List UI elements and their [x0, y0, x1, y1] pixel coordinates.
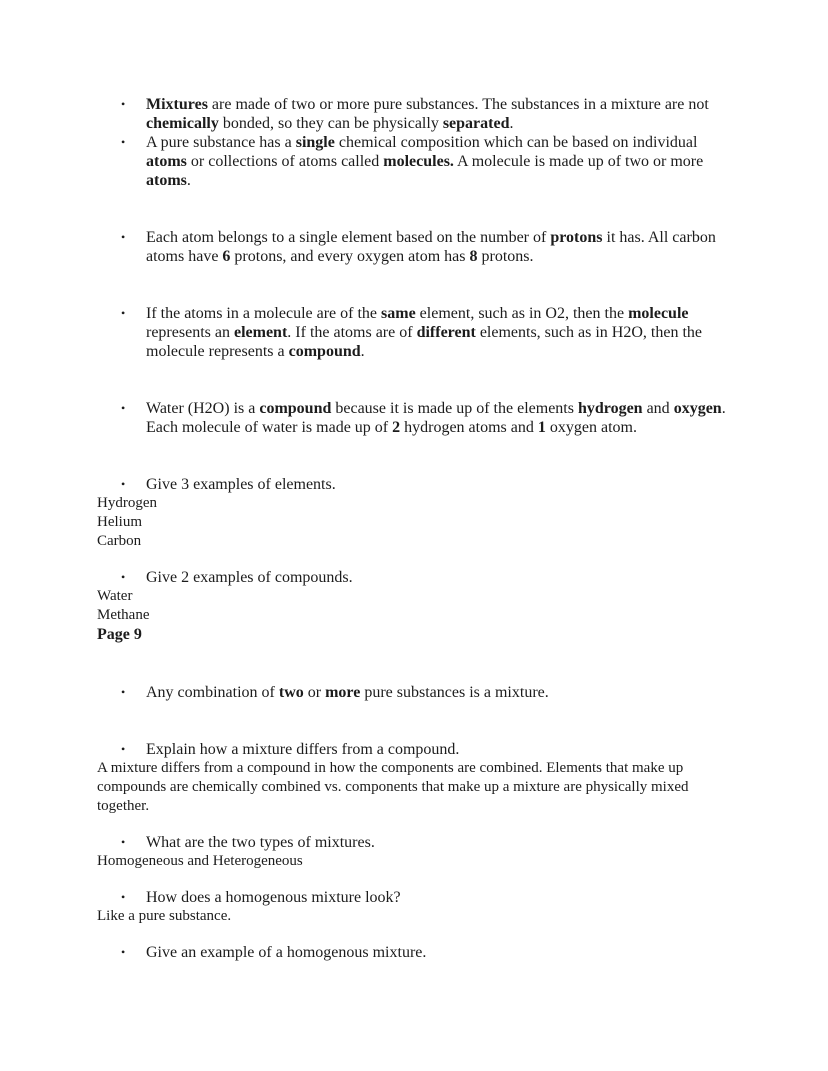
spacer: [97, 266, 732, 304]
bullet-icon: •: [121, 835, 126, 849]
bullet-text: A pure substance has a single chemical composition which can be based on individual atoms or collections of atoms called molecules. A molecule is made up of two or more atoms.: [146, 134, 704, 189]
bullet-item: [97, 399, 732, 437]
answer-line: Water: [97, 588, 133, 604]
spacer: [97, 437, 732, 475]
bullet-item: [97, 475, 732, 494]
bullet-icon: •: [121, 890, 126, 904]
bullet-text: If the atoms in a molecule are of the same element, such as in O2, then the molecule represents an element. If the atoms are of different elements, such as in H2O, then the molecule represents a compound.: [146, 305, 702, 360]
bullet-icon: •: [121, 97, 126, 111]
bullet-item: [97, 304, 732, 361]
answer-line: Hydrogen: [97, 495, 157, 511]
bullet-item: [97, 740, 732, 759]
spacer: [97, 190, 732, 228]
spacer: [97, 551, 732, 568]
spacer: [97, 926, 732, 943]
spacer: [97, 816, 732, 833]
bullet-icon: •: [121, 401, 126, 415]
bullet-item: [97, 943, 732, 962]
spacer: [97, 871, 732, 888]
bullet-text: Mixtures are made of two or more pure substances. The substances in a mixture are not chemically bonded, so they can be physically separated.: [146, 96, 709, 132]
bullet-icon: •: [121, 570, 126, 584]
bullet-item: [97, 228, 732, 266]
bullet-icon: •: [121, 742, 126, 756]
bullet-icon: •: [121, 230, 126, 244]
answer-line: Like a pure substance.: [97, 908, 232, 924]
bullet-text: Give an example of a homogenous mixture.: [146, 944, 427, 961]
spacer: [97, 645, 732, 683]
bullet-item: [97, 568, 732, 587]
answer-line: Helium: [97, 514, 142, 530]
document-body: [97, 95, 732, 962]
bullet-icon: •: [121, 685, 126, 699]
bullet-item: [97, 95, 732, 133]
bullet-text: Water (H2O) is a compound because it is made up of the elements hydrogen and oxygen. Each molecule of water is made up of 2 hydrogen atoms and 1 oxygen atom.: [146, 400, 726, 436]
bullet-icon: •: [121, 306, 126, 320]
answer-line: Methane: [97, 607, 150, 623]
answer-line: Carbon: [97, 533, 142, 549]
bullet-text: Any combination of two or more pure substances is a mixture.: [146, 684, 549, 701]
bullet-text: How does a homogenous mixture look?: [146, 889, 401, 906]
bullet-item: [97, 888, 732, 907]
bullet-icon: •: [121, 945, 126, 959]
bullet-icon: •: [121, 135, 126, 149]
bullet-text: Explain how a mixture differs from a compound.: [146, 741, 460, 758]
spacer: [97, 361, 732, 399]
bullet-icon: •: [121, 477, 126, 491]
page-heading: Page 9: [97, 626, 142, 643]
bullet-text: Give 3 examples of elements.: [146, 476, 336, 493]
bullet-item: [97, 833, 732, 852]
spacer: [97, 702, 732, 740]
bullet-text: What are the two types of mixtures.: [146, 834, 375, 851]
bullet-item: [97, 683, 732, 702]
bullet-item: [97, 133, 732, 190]
bullet-text: Each atom belongs to a single element based on the number of protons it has. All carbon atoms have 6 protons, and every oxygen atom has 8 protons.: [146, 229, 716, 265]
bullet-text: Give 2 examples of compounds.: [146, 569, 353, 586]
answer-line: Homogeneous and Heterogeneous: [97, 853, 303, 869]
answer-paragraph: A mixture differs from a compound in how the components are combined. Elements that make up compounds are chemically combined vs. components that make up a mixture are physically mixed together.: [97, 760, 689, 814]
